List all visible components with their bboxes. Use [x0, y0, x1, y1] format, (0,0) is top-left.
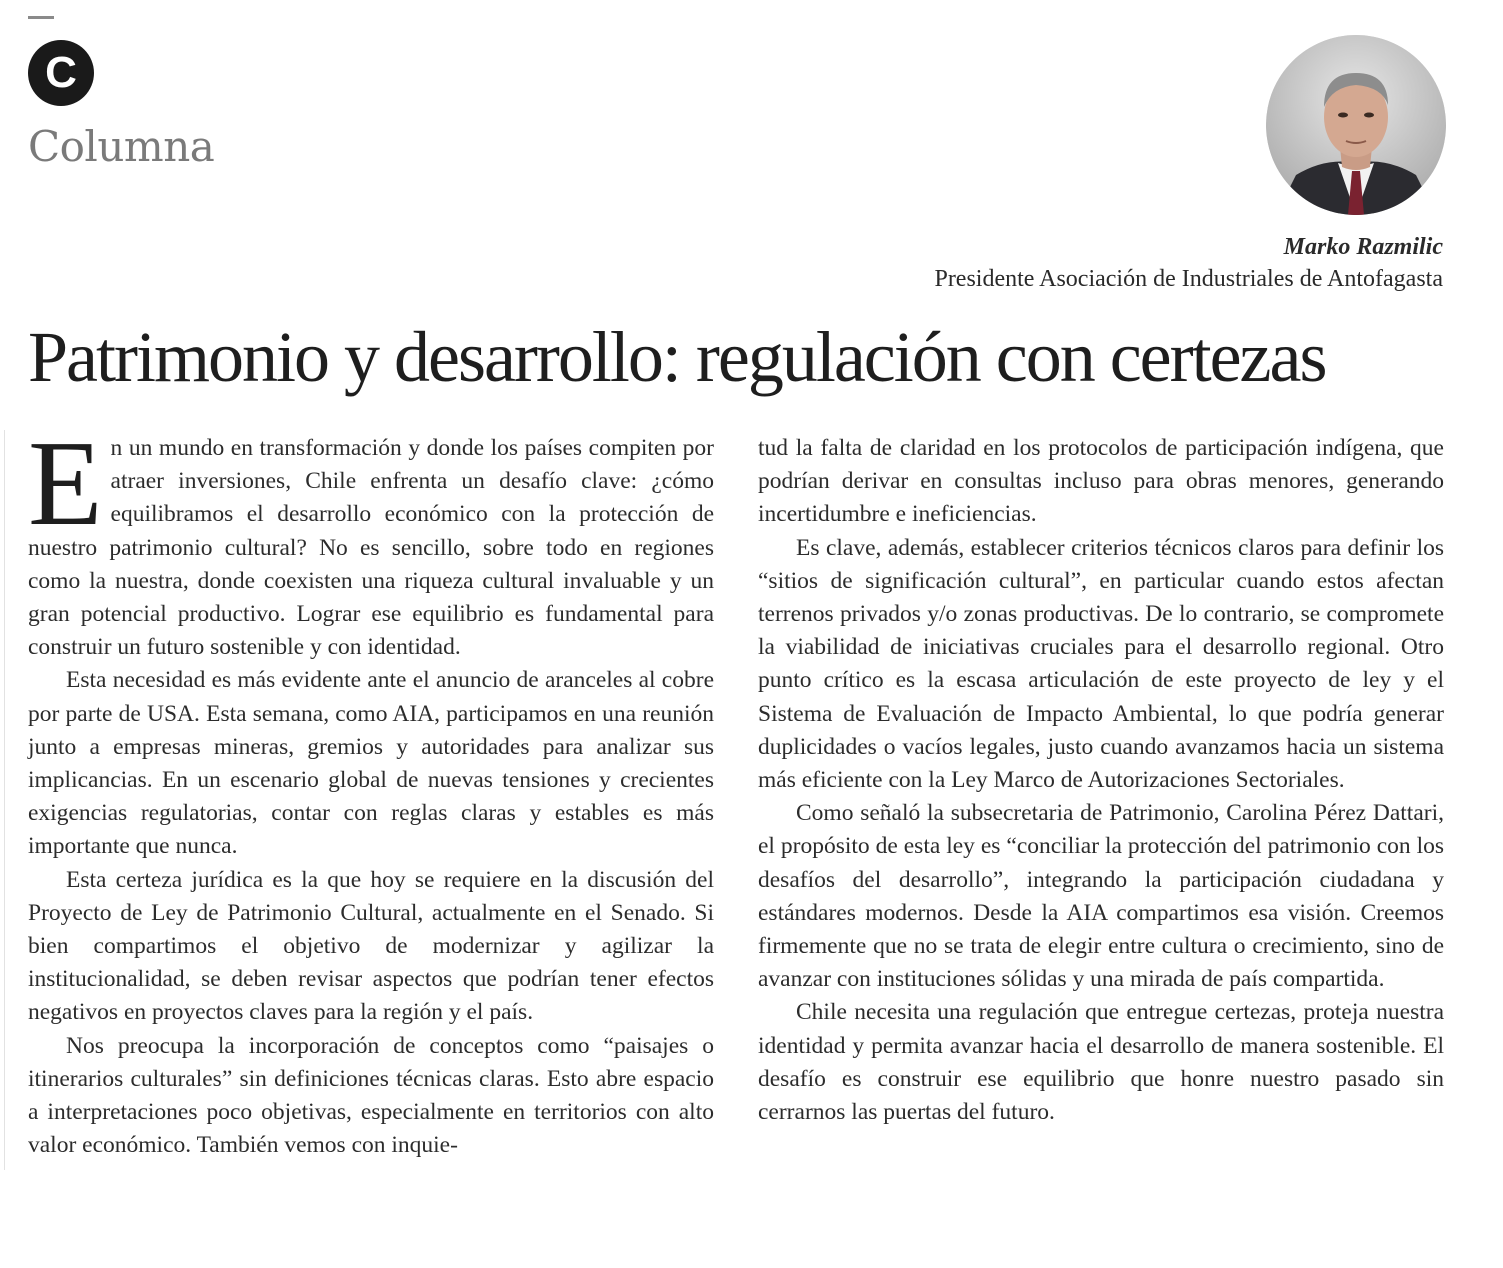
- article-column-left: [28, 416, 714, 1162]
- article-headline: Patrimonio y desarrollo: regulación con certezas: [28, 317, 1326, 397]
- article-paragraph: Esta certeza jurídica es la que hoy se requiere en la discusión del Proyecto de Ley de Patrimonio Cultural, actualmente en el Senado. Si bien compartimos el objetivo de modernizar y agilizar la institucionalidad, se deben revisar aspectos que podrían tener efectos negativos en proyectos claves para la región y el país.: [28, 866, 714, 1026]
- first-paragraph-text: n un mundo en transformación y donde los países compiten por atraer inversiones, Chile enfrenta un desafío clave: ¿cómo equilibramos el desarrollo económico con la protección de nuestro patrimonio cultural? No es sencillo, sobre todo en regiones como la nuestra, donde coexisten una riqueza cultural invaluable y un gran potencial productivo. Lograr ese equilibrio es fundamental para construir un futuro sostenible y con identidad.: [28, 435, 714, 661]
- author-role: Presidente Asociación de Industriales de Antofagasta: [934, 266, 1443, 292]
- article-column-right: [758, 432, 1444, 1129]
- article-paragraph: [28, 416, 714, 664]
- page-edge-rule: [4, 430, 5, 1170]
- section-badge: C: [28, 40, 94, 106]
- section-label: Columna: [28, 122, 215, 171]
- top-rule: [28, 16, 54, 19]
- article-paragraph: Chile necesita una regulación que entregue certezas, proteja nuestra identidad y permita avanzar hacia el desarrollo de manera sostenible. El desafío es construir ese equilibrio que honre nuestro pasado sin cerrarnos las puertas del futuro.: [758, 999, 1444, 1126]
- article-paragraph: Es clave, además, establecer criterios técnicos claros para definir los “sitios de significación cultural”, en particular cuando estos afectan terrenos privados y/o zonas productivas. De lo contrario, se compromete la viabilidad de iniciativas cruciales para el desarrollo regional. Otro punto crítico es la escasa articulación de este proyecto de ley y el Sistema de Evaluación de Impacto Ambiental, lo que podría generar duplicidades o vacíos legales, justo cuando avanzamos hacia un sistema más eficiente con la Ley Marco de Autorizaciones Sectoriales.: [758, 534, 1444, 794]
- article-paragraph: Esta necesidad es más evidente ante el anuncio de aranceles al cobre por parte de USA. Esta semana, como AIA, participamos en una reunión junto a empresas mineras, gremios y autoridades para analizar sus implicancias. En un escenario global de nuevas tensiones y crecientes exigencias regulatorias, contar con reglas claras y estables es más importante que nunca.: [28, 667, 714, 860]
- drop-cap: E: [28, 416, 103, 551]
- author-portrait-icon: [1266, 35, 1446, 215]
- article-paragraph-continuation: tud la falta de claridad en los protocolos de participación indígena, que podrían derivar en consultas incluso para obras menores, generando incertidumbre e ineficiencias.: [758, 435, 1444, 528]
- article-paragraph: Como señaló la subsecretaria de Patrimonio, Carolina Pérez Dattari, el propósito de esta ley es “conciliar la protección del patrimonio con los desafíos del desarrollo”, integrando la participación ciudadana y estándares modernos. Desde la AIA compartimos esa visión. Creemos firmemente que no se trata de elegir entre cultura o crecimiento, sino de avanzar con instituciones sólidas y una mirada de país compartida.: [758, 800, 1444, 993]
- author-name: Marko Razmilic: [1283, 234, 1443, 260]
- article-paragraph: Nos preocupa la incorporación de conceptos como “paisajes o itinerarios culturales” sin definiciones técnicas claras. Esto abre espacio a interpretaciones poco objetivas, especialmente en territorios con alto valor económico. También vemos con inquie-: [28, 1032, 714, 1159]
